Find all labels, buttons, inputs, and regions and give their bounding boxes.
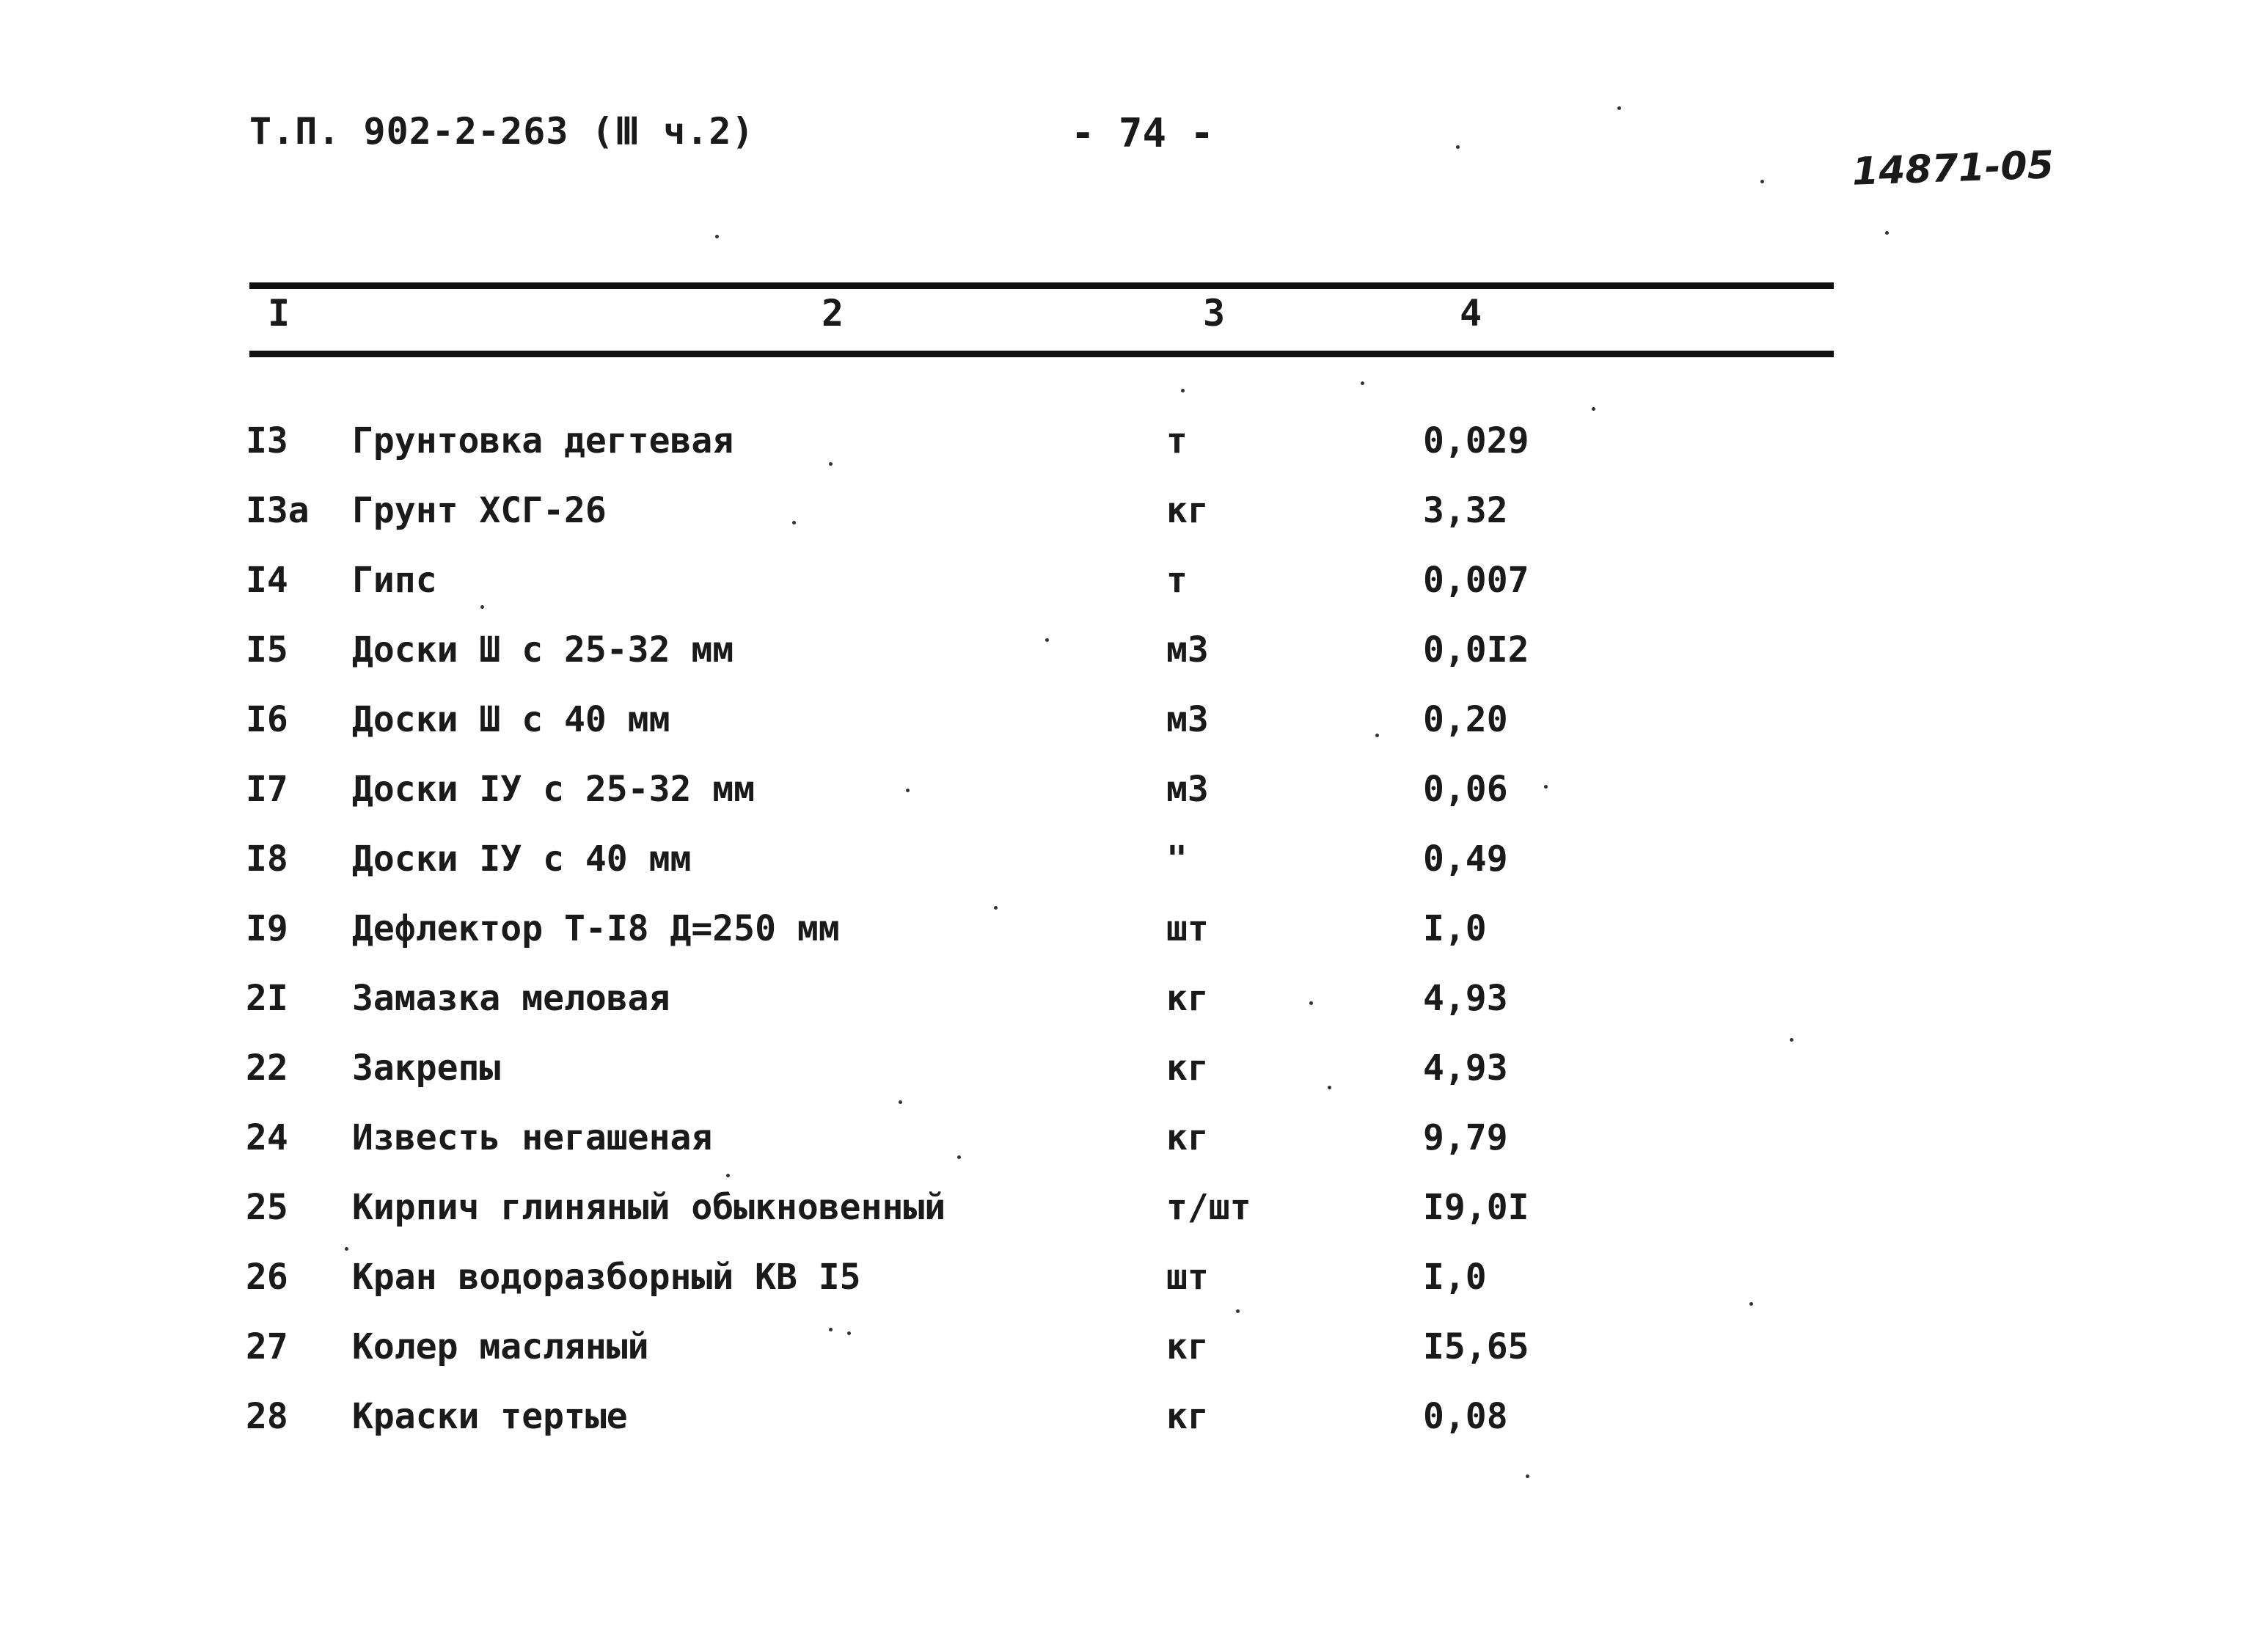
scan-speck <box>1328 1086 1331 1089</box>
unit: кг <box>1166 1396 1209 1437</box>
quantity: 0,007 <box>1423 560 1529 601</box>
unit: " <box>1166 838 1188 880</box>
scan-speck <box>899 1100 902 1104</box>
scan-speck <box>1790 1038 1793 1042</box>
material-name: Доски IУ с 40 мм <box>352 838 692 880</box>
material-name: Кран водоразборный КВ I5 <box>352 1257 861 1298</box>
scan-speck <box>1526 1474 1529 1478</box>
row-number: I4 <box>246 560 288 601</box>
material-name: Доски Ш с 25-32 мм <box>352 629 734 670</box>
material-name: Закрепы <box>352 1048 501 1089</box>
table-row <box>0 420 2257 479</box>
scan-speck <box>829 462 833 466</box>
material-name: Грунт ХСГ-26 <box>352 490 607 531</box>
document-reference: Т.П. 902-2-263 (Ⅲ ч.2) <box>249 110 755 153</box>
scan-speck <box>957 1155 961 1159</box>
scan-speck <box>1749 1302 1753 1306</box>
row-number: 25 <box>246 1187 288 1228</box>
quantity: I5,65 <box>1423 1326 1529 1367</box>
table-row <box>0 560 2257 618</box>
scan-speck <box>1309 1001 1313 1005</box>
scan-speck <box>480 605 484 609</box>
scan-speck <box>1045 638 1049 642</box>
quantity: I,0 <box>1423 1257 1487 1298</box>
row-number: 27 <box>246 1326 288 1367</box>
unit: т/шт <box>1166 1187 1251 1228</box>
scan-speck <box>1885 231 1889 235</box>
row-number: I9 <box>246 908 288 949</box>
table-row <box>0 699 2257 758</box>
unit: м3 <box>1166 629 1209 670</box>
quantity: 0,0I2 <box>1423 629 1529 670</box>
unit: кг <box>1166 1048 1209 1089</box>
row-number: I3 <box>246 420 288 461</box>
scan-speck <box>1544 785 1548 789</box>
column-header-2: 2 <box>822 292 844 335</box>
table-row <box>0 838 2257 897</box>
quantity: I,0 <box>1423 908 1487 949</box>
material-name: Краски тертые <box>352 1396 628 1437</box>
table-row <box>0 769 2257 827</box>
table-row <box>0 1117 2257 1176</box>
column-header-3: 3 <box>1203 292 1226 335</box>
unit: м3 <box>1166 699 1209 740</box>
scan-speck <box>1617 106 1621 110</box>
material-name: Грунтовка дегтевая <box>352 420 734 461</box>
scan-speck <box>1760 180 1764 183</box>
unit: шт <box>1166 1257 1209 1298</box>
quantity: 4,93 <box>1423 1048 1508 1089</box>
table-row <box>0 908 2257 967</box>
table-row <box>0 490 2257 549</box>
scan-speck <box>345 1247 348 1251</box>
unit: т <box>1166 420 1188 461</box>
table-row <box>0 1048 2257 1106</box>
row-number: I3а <box>246 490 310 531</box>
quantity: 0,06 <box>1423 769 1508 810</box>
table-row <box>0 1257 2257 1315</box>
material-name: Известь негашеная <box>352 1117 713 1158</box>
material-name: Доски IУ с 25-32 мм <box>352 769 756 810</box>
scan-speck <box>1236 1309 1240 1313</box>
unit: кг <box>1166 1117 1209 1158</box>
quantity: 0,08 <box>1423 1396 1508 1437</box>
row-number: 22 <box>246 1048 288 1089</box>
quantity: 9,79 <box>1423 1117 1508 1158</box>
row-number: 28 <box>246 1396 288 1437</box>
row-number: 26 <box>246 1257 288 1298</box>
row-number: 24 <box>246 1117 288 1158</box>
row-number: I7 <box>246 769 288 810</box>
scan-speck <box>906 789 910 792</box>
scan-speck <box>1361 381 1364 385</box>
quantity: 0,20 <box>1423 699 1508 740</box>
unit: м3 <box>1166 769 1209 810</box>
scan-speck <box>1456 145 1460 149</box>
column-header-1: I <box>268 292 290 335</box>
scan-speck <box>726 1174 730 1177</box>
scan-speck <box>715 235 719 238</box>
handwritten-code: 14871-05 <box>1851 143 2055 194</box>
row-number: I8 <box>246 838 288 880</box>
scan-speck <box>792 521 796 525</box>
quantity: 4,93 <box>1423 978 1508 1019</box>
material-name: Гипс <box>352 560 437 601</box>
row-number: I5 <box>246 629 288 670</box>
table-row <box>0 1187 2257 1246</box>
unit: т <box>1166 560 1188 601</box>
table-row <box>0 629 2257 688</box>
table-top-rule <box>249 282 1834 289</box>
quantity: 0,49 <box>1423 838 1508 880</box>
scan-speck <box>994 906 998 910</box>
table-row <box>0 978 2257 1037</box>
table-row <box>0 1326 2257 1385</box>
material-name: Доски Ш с 40 мм <box>352 699 670 740</box>
material-name: Колер масляный <box>352 1326 649 1367</box>
unit: кг <box>1166 1326 1209 1367</box>
column-header-4: 4 <box>1460 292 1482 335</box>
material-name: Кирпич глиняный обыкновенный <box>352 1187 946 1228</box>
unit: шт <box>1166 908 1209 949</box>
scan-speck <box>847 1331 851 1335</box>
row-number: I6 <box>246 699 288 740</box>
scan-speck <box>1375 734 1379 737</box>
unit: кг <box>1166 490 1209 531</box>
quantity: 3,32 <box>1423 490 1508 531</box>
quantity: 0,029 <box>1423 420 1529 461</box>
scan-speck <box>829 1328 833 1331</box>
unit: кг <box>1166 978 1209 1019</box>
table-header-rule <box>249 351 1834 357</box>
row-number: 2I <box>246 978 288 1019</box>
scan-speck <box>1592 407 1595 411</box>
page-number: - 74 - <box>1071 110 1215 156</box>
material-name: Замазка меловая <box>352 978 670 1019</box>
table-row <box>0 1396 2257 1455</box>
quantity: I9,0I <box>1423 1187 1529 1228</box>
material-name: Дефлектор Т-I8 Д=250 мм <box>352 908 840 949</box>
scan-speck <box>1181 389 1185 392</box>
